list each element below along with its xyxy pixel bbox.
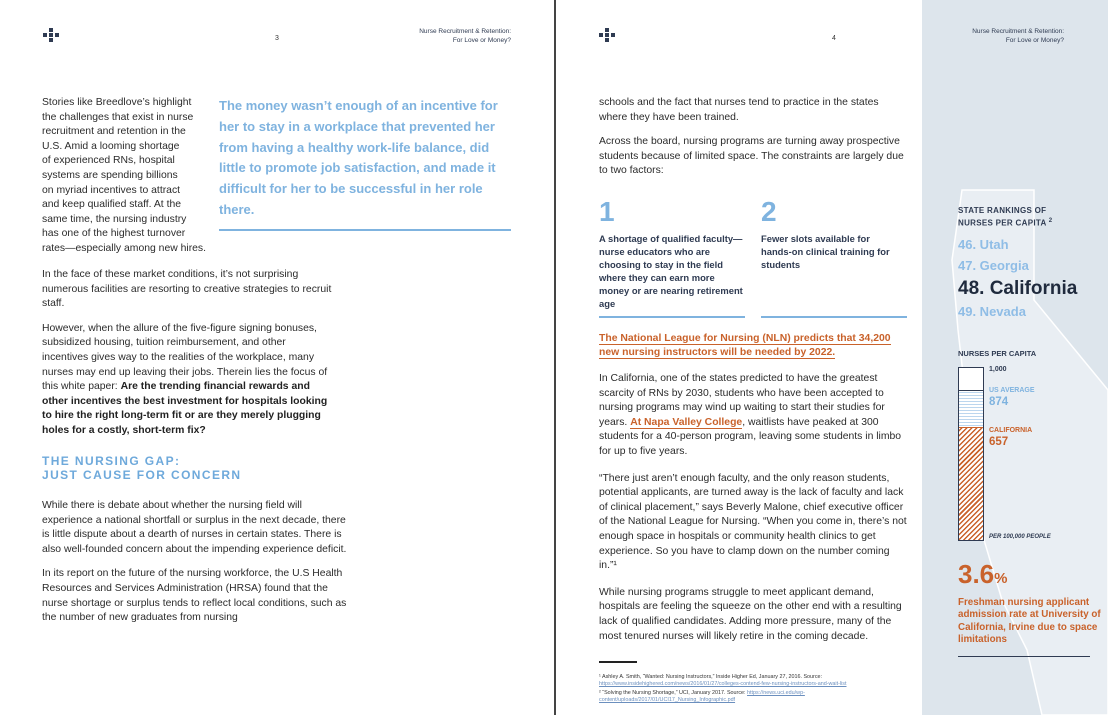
- page-number: 3: [275, 35, 279, 42]
- california-segment: [959, 427, 983, 540]
- ranking-item: 47. Georgia: [958, 258, 1029, 273]
- right-page: [556, 0, 1108, 715]
- paragraph: While there is debate about whether the nursing field will experience a national shortfall or surplus in the next decade, there is little dispute about a dearth of nurses in certain states. There is also well-founded concern about the impending experience deficit.: [42, 500, 347, 555]
- ranking-item-highlight: 48. California: [958, 278, 1078, 299]
- sidebar-panel: [922, 0, 1108, 715]
- admission-rate-description: Freshman nursing applicant admission rate at University of California, Irvine due to space limitations: [958, 597, 1101, 646]
- napa-valley-link[interactable]: At Napa Valley College: [630, 416, 743, 428]
- nurses-per-capita-label: NURSES PER CAPITA: [958, 349, 1037, 358]
- ranking-item: 49. Nevada: [958, 304, 1026, 319]
- paragraph: In the face of these market conditions, it’s not surprising numerous facilities are resorting to creative strategies to recruit staff.: [42, 269, 332, 310]
- per-100k-label: PER 100,000 PEOPLE: [989, 534, 1051, 540]
- running-head: Nurse Recruitment & Retention: For Love or Money?: [419, 28, 511, 44]
- footnote-rule: [599, 661, 637, 663]
- factor-number-2: 2: [761, 196, 777, 227]
- body-text-lower: [42, 499, 350, 636]
- bar-max-label: 1,000: [989, 366, 1007, 373]
- body-text-upper: [42, 268, 334, 449]
- running-head: Nurse Recruitment & Retention: For Love or Money?: [972, 28, 1064, 44]
- per-capita-bar: [958, 367, 984, 541]
- us-average-segment: [959, 390, 983, 427]
- footnote-link[interactable]: https://www.insidehighered.com/news/2016/01/27/colleges-contend-few-nursing-instructors-and-wait-list: [599, 681, 847, 687]
- ranking-item: 46. Utah: [958, 237, 1009, 252]
- paragraph: schools and the fact that nurses tend to practice in the states where they have been trained.: [599, 97, 879, 123]
- footnote-link[interactable]: https://news.uci.edu/wp-content/uploads/2017/01/UCI17_Nursing_Infographic.pdf: [599, 690, 805, 703]
- factor-text-2: Fewer slots available for hands-on clinical training for students: [761, 233, 890, 270]
- intro-paragraph: Stories like Breedlove’s highlight the challenges that exist in nurse recruitment and retention in the U.S. Amid a looming shortage of experienced RNs, hospital systems are spending billions on myriad incentives to attract and keep qualified staff. At the same time, the nursing industry has one of the highest turnover rates—especially among new hires.: [42, 97, 207, 254]
- stat-rule: [958, 656, 1090, 657]
- cross-logo-icon: [43, 28, 59, 42]
- cross-logo-icon: [599, 28, 615, 42]
- factor-number-1: 1: [599, 196, 615, 227]
- body-text-middle: [599, 372, 909, 654]
- footnotes: ¹ Ashley A. Smith, “Wanted: Nursing Instructors,” Inside Higher Ed, January 27, 2016. Source: https://www.insidehighered.com/news/2016/01/27/colleges-contend-few-nursing-instructors-and-wait-list ² “Solving the Nursing Shortage,” UCI, January 2017. Source: https://news.uci.edu/wp-content/uploads/2017/01/UCI17_Nursing_Infographic.pdf: [599, 674, 847, 703]
- paragraph: In its report on the future of the nursing workforce, the U.S Health Resources and Services Administration (HRSA) found that the nurse shortage or surplus tends to reflect local conditions, such as the number of new graduates from nursing: [42, 568, 347, 624]
- admission-rate-stat: 3.6%: [958, 559, 1008, 589]
- pull-quote: The money wasn’t enough of an incentive for her to stay in a workplace that prevented her from having a healthy work-life balance, did little to promote job satisfaction, and made it difficult for her to be successful in her role there.: [219, 96, 511, 231]
- california-label: CALIFORNIA: [989, 427, 1033, 434]
- factor-rule: [761, 316, 907, 318]
- paragraph: Across the board, nursing programs are turning away prospective students because of limited space. The constraints are largely due to two factors:: [599, 136, 904, 177]
- paragraph: While nursing programs struggle to meet applicant demand, hospitals are feeling the squeeze on the other end with a resulting lack of qualified candidates. Adding more pressure, many of the most tenured nurses will likely retire in the coming decade.: [599, 586, 902, 642]
- factor-text-1: A shortage of qualified faculty—nurse educators who are choosing to stay in the field where they can earn more money or are nearing retirement age: [599, 233, 743, 309]
- us-average-label: US AVERAGE: [989, 387, 1035, 394]
- us-average-value: 874: [989, 396, 1009, 408]
- body-text-top: [599, 96, 909, 189]
- california-marker: [959, 427, 983, 428]
- california-value: 657: [989, 436, 1009, 448]
- page-number: 4: [832, 35, 836, 42]
- nln-link[interactable]: The National League for Nursing (NLN) predicts that 34,200 new nursing instructors will be needed by 2022.: [599, 333, 891, 359]
- us-average-marker: [959, 390, 983, 391]
- paragraph-california: In California, one of the states predicted to have the greatest scarcity of RNs by 2030, students who have been accepted to nursing programs may wind up waiting to start their studies for years. At Napa Valley College, waitlists have peaked at 300 students for a 40-person program, leaving some students in limbo for up to five years.: [599, 373, 902, 457]
- rankings-heading: STATE RANKINGS OF NURSES PER CAPITA $^2$: [958, 206, 1053, 228]
- quote-paragraph: “There just aren’t enough faculty, and the only reason students, potential applicants, are turned away is the lack of faculty and lack of clinical placement,” says Beverly Malone, chief executive officer of the National League for Nursing. “When you come in, there’s not enough space in hospitals or community health clinics to get experience. So you have to clamp down on the number coming in.”¹: [599, 472, 907, 572]
- paragraph-focus: However, when the allure of the five-figure signing bonuses, subsidized housing, tuition reimbursement, and other incentives gives way to the realities of the workplace, many nurses may end up leaving their jobs. Therein lies the focus of this white paper: Are the trending financial rewards and other incentives the best investment for hospitals looking to hire the right long-term fit or are they merely plugging holes for a costly, short-term fix?: [42, 322, 328, 436]
- factor-rule: [599, 316, 745, 318]
- section-heading: THE NURSING GAP: JUST CAUSE FOR CONCERN: [42, 454, 242, 482]
